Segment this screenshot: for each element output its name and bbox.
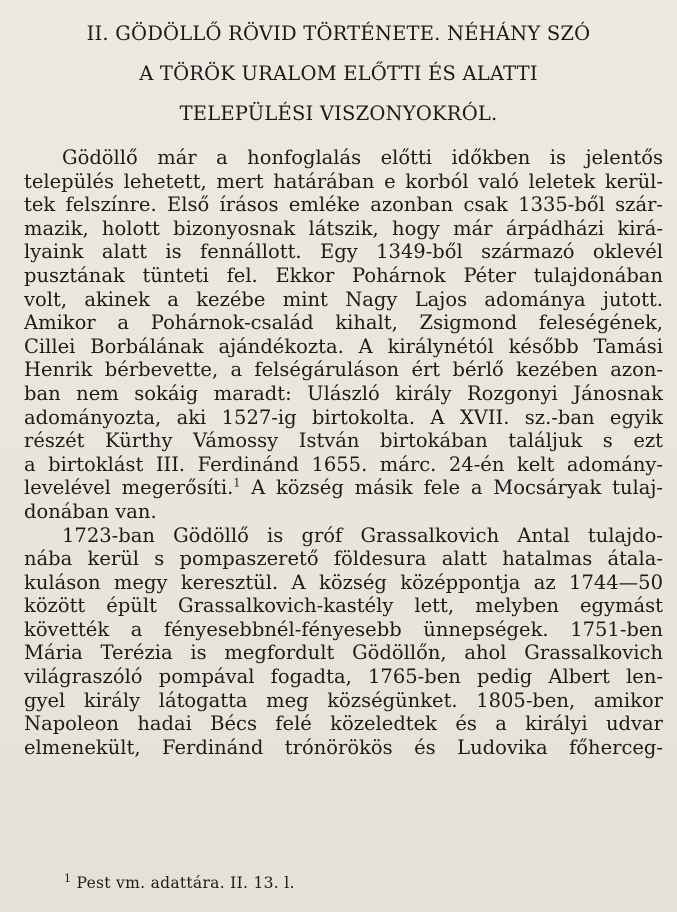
text-line: nába kerül s pompaszerető földesura alatt hatalmas átala- (24, 547, 663, 571)
text-fragment: A község másik fele a Mocsáryak tulaj- (240, 476, 664, 500)
text-line: között épült Grassalkovich-kastély lett, melyben egymást (24, 594, 663, 618)
chapter-heading (20, 14, 657, 134)
text-line: Napoleon hadai Bécs felé közeledtek és a királyi udvar (24, 712, 663, 736)
text-line: Mária Terézia is megfordult Gödöllőn, ahol Grassalkovich (24, 641, 663, 665)
text-line: világraszóló pompával fogadta, 1765-ben pedig Albert len- (24, 665, 663, 689)
text-line: ban nem sokáig maradt: Ulászló király Rozgonyi Jánosnak (24, 381, 663, 405)
body-text (24, 146, 663, 759)
text-line: 1723-ban Gödöllő is gróf Grassalkovich Antal tulajdo- (62, 523, 663, 547)
text-line: kuláson megy keresztül. A község középpontja az 1744—50 (24, 570, 663, 594)
footnote-reference: 1 (233, 476, 241, 490)
heading-line: A TÖRÖK URALOM ELŐTTI ÉS ALATTI (139, 62, 538, 85)
text-line: adományozta, aki 1527-ig birtokolta. A XVII. sz.-ban egyik (24, 405, 663, 429)
text-line: település lehetett, mert határában e korból való leletek kerül- (24, 169, 663, 193)
text-line: követték a fényesebbnél-fényesebb ünnepségek. 1751-ben (24, 617, 663, 641)
text-line: pusztának tünteti fel. Ekkor Pohárnok Péter tulajdonában (24, 263, 663, 287)
text-line: Henrik bérbevette, a felségáruláson ért bérlő kezében azon- (24, 358, 663, 382)
text-line: gyel király látogatta meg községünket. 1805-ben, amikor (24, 688, 663, 712)
text-line: Gödöllő már a honfoglalás előtti időkben is jelentős (62, 146, 663, 169)
paragraph-1 (24, 146, 663, 524)
heading-line: II. GÖDÖLLŐ RÖVID TÖRTÉNETE. NÉHÁNY SZÓ (86, 22, 591, 45)
text-line: Cillei Borbálának ajándékozta. A királynétól később Tamási (24, 334, 663, 358)
footnote (64, 873, 295, 893)
text-line: elmenekült, Ferdinánd trónörökös és Ludovika főherceg- (24, 735, 663, 759)
text-line: tek felszínre. Első írásos emléke azonban csak 1335-ből szár- (24, 193, 663, 217)
footnote-text: Pest vm. adattára. II. 13. l. (71, 874, 295, 892)
text-line: részét Kürthy Vámossy István birtokában találjuk s ezt (24, 429, 663, 453)
heading-line: TELEPÜLÉSI VISZONYOKRÓL. (179, 102, 498, 125)
text-line: mazik, holott bizonyosnak látszik, hogy már árpádházi kirá- (24, 216, 663, 240)
text-fragment: levelével megerősíti. (24, 476, 234, 500)
text-line: Amikor a Pohárnok-család kihalt, Zsigmond feleségének, (24, 311, 663, 335)
text-line-with-footnote (24, 476, 663, 500)
text-line: lyaink alatt is fennállott. Egy 1349-ből származó oklevél (24, 240, 663, 264)
footnote-marker: 1 (64, 871, 72, 885)
paragraph-2 (24, 524, 663, 760)
text-line: donában van. (24, 499, 157, 523)
text-line: volt, akinek a kezébe mint Nagy Lajos adománya jutott. (24, 287, 663, 311)
text-line: a birtoklást III. Ferdinánd 1655. márc. 24-én kelt adomány- (24, 452, 663, 476)
